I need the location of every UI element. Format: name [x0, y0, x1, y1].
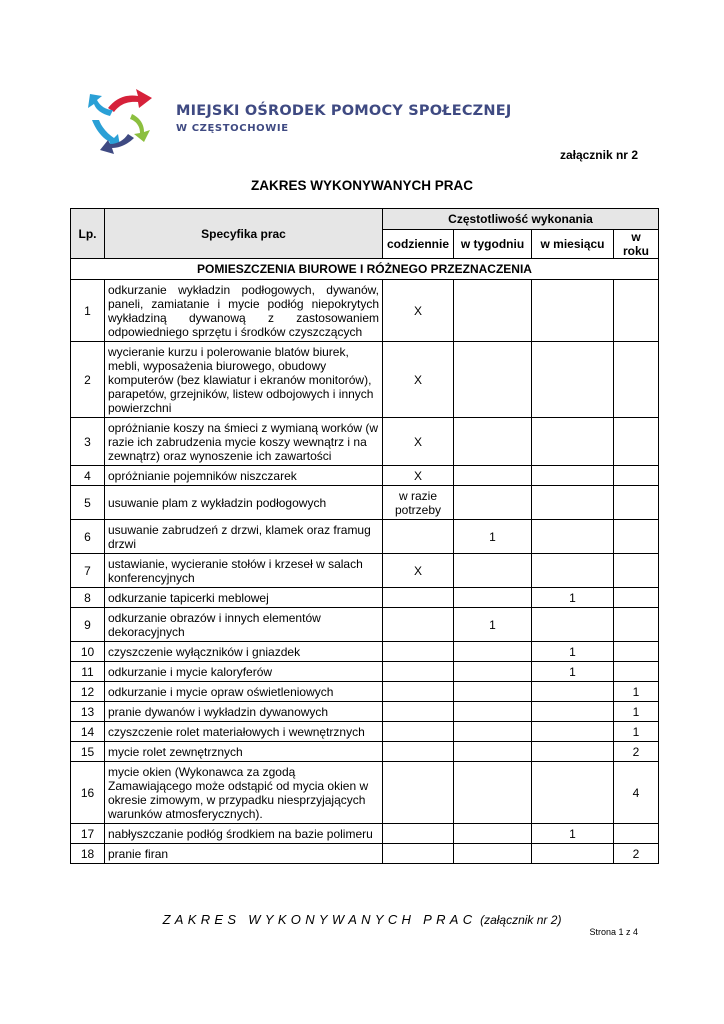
- row-description: usuwanie plam z wykładzin podłogowych: [105, 486, 383, 520]
- row-lp: 17: [71, 824, 105, 844]
- row-monthly: 1: [532, 642, 614, 662]
- row-monthly: 1: [532, 824, 614, 844]
- table-row: [71, 844, 659, 864]
- row-weekly: [454, 554, 532, 588]
- row-daily: [383, 608, 454, 642]
- row-yearly: [614, 486, 659, 520]
- row-lp: 2: [71, 342, 105, 418]
- row-daily: [383, 520, 454, 554]
- footer-title-suffix: (załącznik nr 2): [480, 913, 562, 927]
- row-description: czyszczenie wyłączników i gniazdek: [105, 642, 383, 662]
- row-lp: 13: [71, 702, 105, 722]
- logo-arrow-red: [108, 89, 152, 112]
- footer-title-text: ZAKRES WYKONYWANYCH PRAC: [162, 912, 477, 927]
- row-monthly: [532, 418, 614, 466]
- footer-title: [0, 912, 724, 927]
- logo-arrow-blue-lower: [92, 120, 120, 146]
- row-lp: 11: [71, 662, 105, 682]
- row-yearly: [614, 280, 659, 342]
- row-lp: 7: [71, 554, 105, 588]
- table-row: [71, 662, 659, 682]
- row-description: mycie okien (Wykonawca za zgodą Zamawiającego może odstąpić od mycia okien w okresie zimowym, w przypadku niesprzyjających warunków atmosferycznych).: [105, 762, 383, 824]
- table-row: [71, 742, 659, 762]
- table-row: [71, 554, 659, 588]
- table-row: [71, 722, 659, 742]
- org-city: W CZĘSTOCHOWIE: [176, 123, 289, 134]
- row-daily: [383, 702, 454, 722]
- row-monthly: [532, 342, 614, 418]
- row-yearly: [614, 588, 659, 608]
- row-lp: 14: [71, 722, 105, 742]
- row-description: odkurzanie i mycie opraw oświetleniowych: [105, 682, 383, 702]
- row-weekly: 1: [454, 520, 532, 554]
- table-row: [71, 642, 659, 662]
- page-number: Strona 1 z 4: [589, 927, 638, 937]
- row-lp: 10: [71, 642, 105, 662]
- row-lp: 15: [71, 742, 105, 762]
- table-row: [71, 682, 659, 702]
- row-yearly: [614, 418, 659, 466]
- row-monthly: [532, 682, 614, 702]
- row-weekly: [454, 466, 532, 486]
- row-lp: 12: [71, 682, 105, 702]
- row-monthly: [532, 844, 614, 864]
- row-monthly: [532, 608, 614, 642]
- row-lp: 9: [71, 608, 105, 642]
- row-lp: 4: [71, 466, 105, 486]
- row-monthly: [532, 466, 614, 486]
- row-weekly: [454, 588, 532, 608]
- table-row: [71, 588, 659, 608]
- row-weekly: [454, 418, 532, 466]
- row-description: wycieranie kurzu i polerowanie blatów biurek, mebli, wyposażenia biurowego, obudowy komputerów (bez klawiatur i ekranów monitorów), parapetów, grzejników, listew odbojowych i innych powierzchni: [105, 342, 383, 418]
- row-monthly: [532, 280, 614, 342]
- col-daily-header: codziennie: [383, 230, 454, 259]
- row-daily: [383, 742, 454, 762]
- row-yearly: [614, 520, 659, 554]
- row-daily: X: [383, 418, 454, 466]
- row-weekly: [454, 762, 532, 824]
- row-yearly: [614, 642, 659, 662]
- table-row: [71, 762, 659, 824]
- row-weekly: [454, 642, 532, 662]
- row-yearly: [614, 662, 659, 682]
- row-lp: 6: [71, 520, 105, 554]
- row-weekly: [454, 342, 532, 418]
- col-spec-header: Specyfika prac: [105, 209, 383, 259]
- row-weekly: [454, 682, 532, 702]
- section-header: POMIESZCZENIA BIUROWE I RÓŻNEGO PRZEZNACZENIA: [71, 259, 659, 280]
- table-row: [71, 486, 659, 520]
- row-weekly: [454, 742, 532, 762]
- table-row: [71, 702, 659, 722]
- row-monthly: [532, 486, 614, 520]
- row-monthly: [532, 762, 614, 824]
- col-weekly-header: w tygodniu: [454, 230, 532, 259]
- row-weekly: [454, 824, 532, 844]
- row-yearly: 1: [614, 702, 659, 722]
- row-description: odkurzanie obrazów i innych elementów dekoracyjnych: [105, 608, 383, 642]
- row-lp: 8: [71, 588, 105, 608]
- row-weekly: [454, 844, 532, 864]
- row-daily: [383, 588, 454, 608]
- col-freq-header: Częstotliwość wykonania: [383, 209, 659, 230]
- row-daily: X: [383, 554, 454, 588]
- row-description: odkurzanie tapicerki meblowej: [105, 588, 383, 608]
- row-monthly: [532, 722, 614, 742]
- row-monthly: [532, 554, 614, 588]
- row-daily: X: [383, 342, 454, 418]
- row-description: opróżnianie koszy na śmieci z wymianą worków (w razie ich zabrudzenia mycie koszy wewnątrz i na zewnątrz) oraz wynoszenie ich zawartości: [105, 418, 383, 466]
- table-row: [71, 342, 659, 418]
- row-daily: [383, 824, 454, 844]
- row-lp: 3: [71, 418, 105, 466]
- row-yearly: [614, 466, 659, 486]
- row-daily: [383, 762, 454, 824]
- table-row: [71, 280, 659, 342]
- row-yearly: 4: [614, 762, 659, 824]
- table-row: [71, 466, 659, 486]
- row-monthly: 1: [532, 588, 614, 608]
- document-title: ZAKRES WYKONYWANYCH PRAC: [250, 178, 473, 193]
- row-description: usuwanie zabrudzeń z drzwi, klamek oraz framug drzwi: [105, 520, 383, 554]
- table-row: [71, 418, 659, 466]
- row-monthly: 1: [532, 662, 614, 682]
- row-yearly: 1: [614, 722, 659, 742]
- row-description: czyszczenie rolet materiałowych i wewnętrznych: [105, 722, 383, 742]
- row-daily: [383, 642, 454, 662]
- org-name: MIEJSKI OŚRODEK POMOCY SPOŁECZNEJ: [176, 103, 512, 119]
- row-description: pranie dywanów i wykładzin dywanowych: [105, 702, 383, 722]
- row-daily: [383, 662, 454, 682]
- col-lp-header: Lp.: [71, 209, 105, 259]
- row-daily: w razie potrzeby: [383, 486, 454, 520]
- row-yearly: [614, 342, 659, 418]
- col-monthly-header: w miesiącu: [532, 230, 614, 259]
- row-description: mycie rolet zewnętrznych: [105, 742, 383, 762]
- row-monthly: [532, 702, 614, 722]
- row-description: pranie firan: [105, 844, 383, 864]
- row-yearly: 2: [614, 844, 659, 864]
- table-row: [71, 520, 659, 554]
- row-description: opróżnianie pojemników niszczarek: [105, 466, 383, 486]
- row-yearly: [614, 608, 659, 642]
- row-lp: 1: [71, 280, 105, 342]
- row-description: ustawianie, wycieranie stołów i krzeseł w salach konferencyjnych: [105, 554, 383, 588]
- logo-arrow-blue: [88, 94, 113, 116]
- col-yearly-header: w roku: [614, 230, 659, 259]
- row-daily: X: [383, 280, 454, 342]
- row-weekly: [454, 722, 532, 742]
- row-yearly: [614, 554, 659, 588]
- row-description: nabłyszczanie podłóg środkiem na bazie polimeru: [105, 824, 383, 844]
- row-daily: X: [383, 466, 454, 486]
- works-table: [70, 208, 659, 864]
- row-weekly: [454, 486, 532, 520]
- row-daily: [383, 844, 454, 864]
- row-yearly: 1: [614, 682, 659, 702]
- row-weekly: [454, 280, 532, 342]
- row-weekly: [454, 662, 532, 682]
- row-weekly: 1: [454, 608, 532, 642]
- mops-logo: [86, 86, 156, 156]
- row-description: odkurzanie i mycie kaloryferów: [105, 662, 383, 682]
- row-description: odkurzanie wykładzin podłogowych, dywanów, paneli, zamiatanie i mycie podłóg niepokrytych wykładziną dywanową z zastosowaniem odpowiedniego sprzętu i środków czyszczących: [105, 280, 383, 342]
- annex-label: załącznik nr 2: [559, 148, 638, 162]
- table-row: [71, 824, 659, 844]
- row-weekly: [454, 702, 532, 722]
- row-lp: 5: [71, 486, 105, 520]
- table-row: [71, 608, 659, 642]
- row-lp: 16: [71, 762, 105, 824]
- row-lp: 18: [71, 844, 105, 864]
- row-daily: [383, 722, 454, 742]
- row-yearly: 2: [614, 742, 659, 762]
- row-daily: [383, 682, 454, 702]
- row-monthly: [532, 520, 614, 554]
- row-monthly: [532, 742, 614, 762]
- row-yearly: [614, 824, 659, 844]
